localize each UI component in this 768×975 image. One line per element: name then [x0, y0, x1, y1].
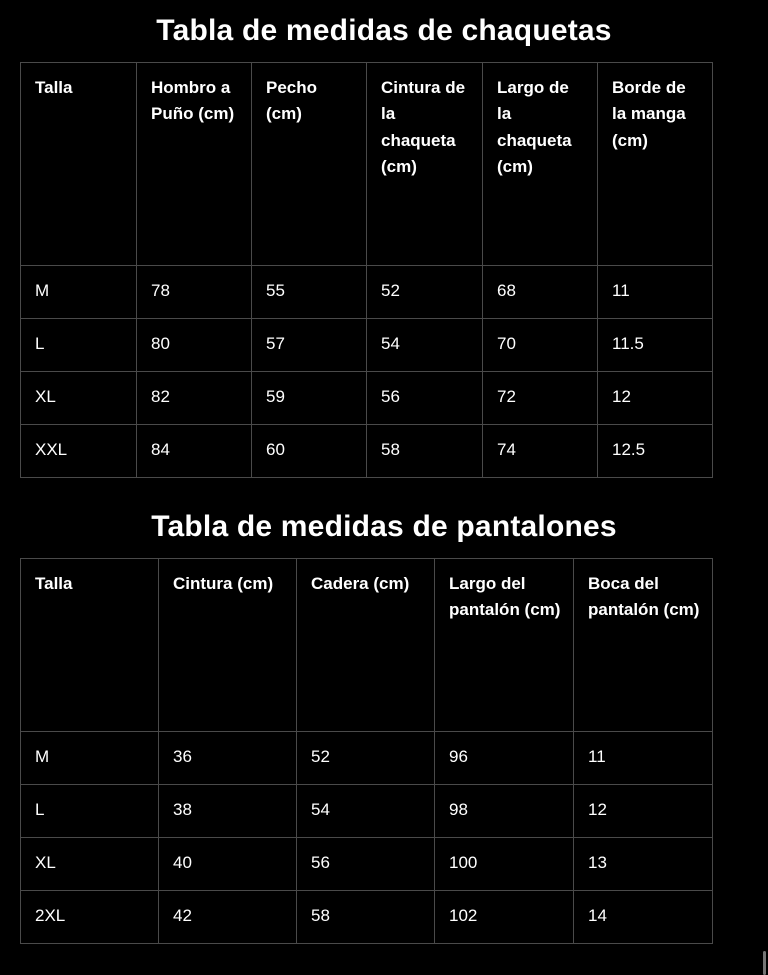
- column-header-cintura-chaqueta: Cintura de la chaqueta (cm): [367, 63, 483, 266]
- table-row: [21, 838, 713, 891]
- pants-title: Tabla de medidas de pantalones: [151, 510, 617, 543]
- cell-cadera: 54: [297, 785, 435, 838]
- cell-cintura-chaqueta: 56: [367, 372, 483, 425]
- column-header-borde-manga: Borde de la manga (cm): [598, 63, 713, 266]
- cell-talla: M: [21, 266, 137, 319]
- cell-largo-pantalon: 96: [435, 732, 574, 785]
- cell-cadera: 52: [297, 732, 435, 785]
- cell-hombro-a-puno: 82: [137, 372, 252, 425]
- table-row: [21, 891, 713, 944]
- cell-hombro-a-puno: 78: [137, 266, 252, 319]
- column-header-talla: Talla: [21, 559, 159, 732]
- table-row: [21, 319, 713, 372]
- pants-table-head: [21, 559, 713, 732]
- section-divider: [0, 478, 768, 496]
- table-row: [21, 372, 713, 425]
- table-row: [21, 266, 713, 319]
- column-header-cintura: Cintura (cm): [159, 559, 297, 732]
- table-header-row: [21, 559, 713, 732]
- cell-pecho: 57: [252, 319, 367, 372]
- pants-table-wrap: [0, 558, 768, 944]
- pants-section: [0, 496, 768, 944]
- cell-borde-manga: 12.5: [598, 425, 713, 478]
- cell-cadera: 56: [297, 838, 435, 891]
- cell-cintura-chaqueta: 54: [367, 319, 483, 372]
- cell-boca-pantalon: 11: [574, 732, 713, 785]
- cell-largo-chaqueta: 70: [483, 319, 598, 372]
- column-header-talla: Talla: [21, 63, 137, 266]
- cell-largo-chaqueta: 72: [483, 372, 598, 425]
- pants-size-table: [20, 558, 713, 944]
- cell-largo-chaqueta: 68: [483, 266, 598, 319]
- jackets-table-body: [21, 266, 713, 478]
- scrollbar-thumb[interactable]: [763, 951, 766, 975]
- cell-talla: M: [21, 732, 159, 785]
- cell-hombro-a-puno: 84: [137, 425, 252, 478]
- column-header-largo-chaqueta: Largo de la chaqueta (cm): [483, 63, 598, 266]
- cell-boca-pantalon: 14: [574, 891, 713, 944]
- cell-largo-pantalon: 100: [435, 838, 574, 891]
- cell-talla: XXL: [21, 425, 137, 478]
- jackets-table-wrap: [0, 62, 768, 478]
- cell-pecho: 59: [252, 372, 367, 425]
- cell-talla: XL: [21, 838, 159, 891]
- cell-largo-pantalon: 98: [435, 785, 574, 838]
- cell-boca-pantalon: 12: [574, 785, 713, 838]
- cell-borde-manga: 12: [598, 372, 713, 425]
- cell-talla: 2XL: [21, 891, 159, 944]
- cell-hombro-a-puno: 80: [137, 319, 252, 372]
- cell-largo-pantalon: 102: [435, 891, 574, 944]
- table-row: [21, 785, 713, 838]
- table-header-row: [21, 63, 713, 266]
- table-row: [21, 732, 713, 785]
- cell-boca-pantalon: 13: [574, 838, 713, 891]
- cell-pecho: 55: [252, 266, 367, 319]
- column-header-pecho: Pecho (cm): [252, 63, 367, 266]
- cell-cintura: 36: [159, 732, 297, 785]
- cell-cintura-chaqueta: 58: [367, 425, 483, 478]
- column-header-largo-pantalon: Largo del pantalón (cm): [435, 559, 574, 732]
- cell-cintura: 40: [159, 838, 297, 891]
- cell-talla: L: [21, 319, 137, 372]
- cell-talla: L: [21, 785, 159, 838]
- cell-talla: XL: [21, 372, 137, 425]
- cell-pecho: 60: [252, 425, 367, 478]
- jackets-size-table: [20, 62, 713, 478]
- jackets-table-head: [21, 63, 713, 266]
- cell-largo-chaqueta: 74: [483, 425, 598, 478]
- cell-cintura: 38: [159, 785, 297, 838]
- column-header-cadera: Cadera (cm): [297, 559, 435, 732]
- column-header-hombro-a-puno: Hombro a Puño (cm): [137, 63, 252, 266]
- jackets-section: [0, 0, 768, 478]
- cell-cintura: 42: [159, 891, 297, 944]
- cell-borde-manga: 11: [598, 266, 713, 319]
- table-row: [21, 425, 713, 478]
- pants-table-body: [21, 732, 713, 944]
- cell-cadera: 58: [297, 891, 435, 944]
- column-header-boca-pantalon: Boca del pantalón (cm): [574, 559, 713, 732]
- cell-cintura-chaqueta: 52: [367, 266, 483, 319]
- cell-borde-manga: 11.5: [598, 319, 713, 372]
- jackets-title: Tabla de medidas de chaquetas: [156, 14, 612, 47]
